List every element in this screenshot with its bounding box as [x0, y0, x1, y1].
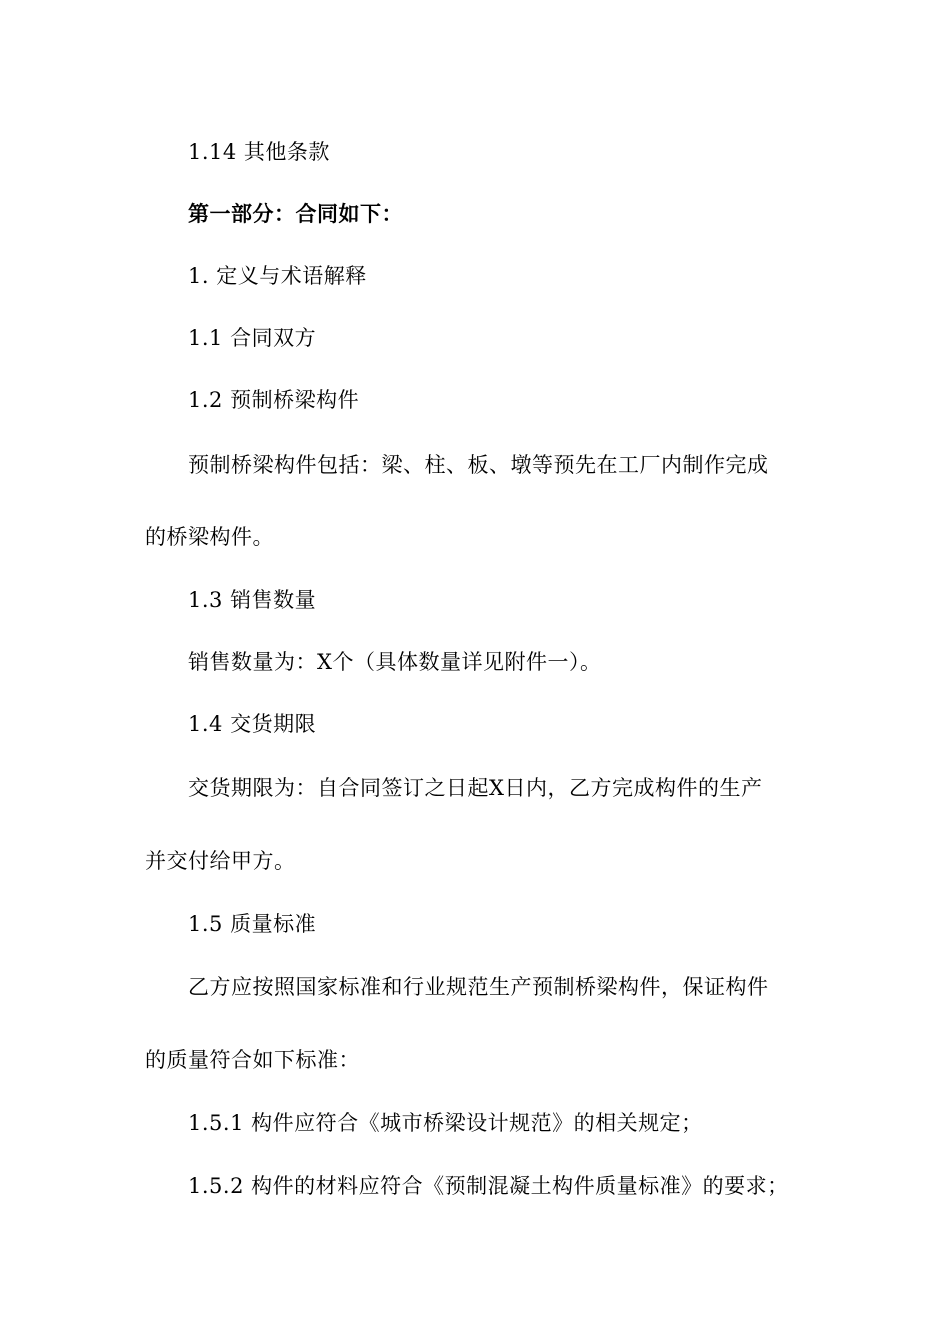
clause-1-2-paragraph-line-2: 的桥梁构件。	[145, 525, 274, 549]
part-one-heading: 第一部分：合同如下：	[188, 202, 403, 226]
clause-1-5-paragraph-line-2: 的质量符合如下标准：	[145, 1048, 360, 1072]
clause-1-5-paragraph-line-1: 乙方应按照国家标准和行业规范生产预制桥梁构件，保证构件	[188, 975, 769, 999]
clause-1-5-2: 1.5.2 构件的材料应符合《预制混凝土构件质量标准》的要求；	[188, 1174, 789, 1198]
clause-1-4-paragraph-line-1: 交货期限为：自合同签订之日起X日内，乙方完成构件的生产	[188, 776, 763, 800]
clause-1-2-heading: 1.2 预制桥梁构件	[188, 388, 360, 412]
clause-1-3-paragraph: 销售数量为：X个（具体数量详见附件一）。	[188, 650, 602, 674]
clause-1-5-heading: 1.5 质量标准	[188, 912, 317, 936]
clause-1-4-heading: 1.4 交货期限	[188, 712, 317, 736]
clause-1-14-heading: 1.14 其他条款	[188, 140, 330, 164]
clause-1-2-paragraph-line-1: 预制桥梁构件包括：梁、柱、板、墩等预先在工厂内制作完成	[188, 453, 769, 477]
section-1-heading: 1. 定义与术语解释	[188, 264, 367, 288]
clause-1-5-1: 1.5.1 构件应符合《城市桥梁设计规范》的相关规定；	[188, 1111, 703, 1135]
clause-1-1-heading: 1.1 合同双方	[188, 326, 317, 350]
clause-1-3-heading: 1.3 销售数量	[188, 588, 317, 612]
clause-1-4-paragraph-line-2: 并交付给甲方。	[145, 849, 296, 873]
